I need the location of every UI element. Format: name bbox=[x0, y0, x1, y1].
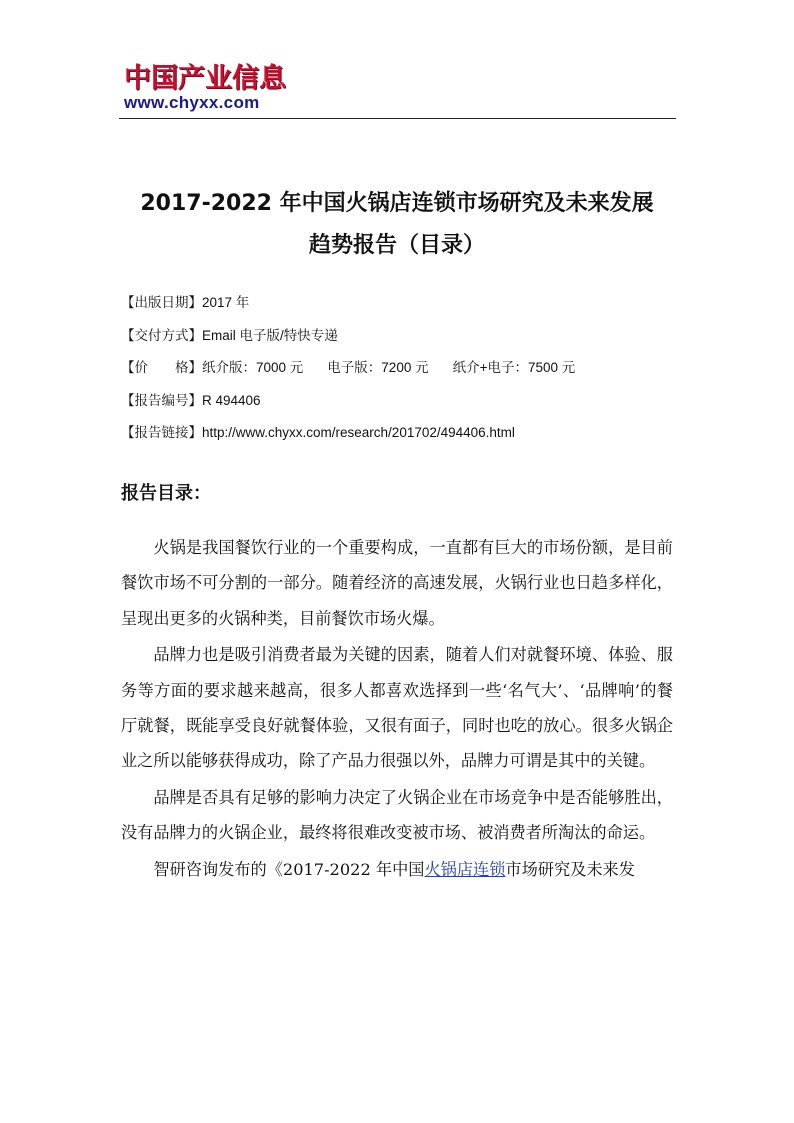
body-paragraph-2: 品牌力也是吸引消费者最为关键的因素，随着人们对就餐环境、体验、服务等方面的要求越来越高，很多人都喜欢选择到一些‘名气大’、‘品牌响’的餐厅就餐，既能享受良好就餐体验，又很有面子，同时也吃的放心。很多火锅企业之所以能够获得成功，除了产品力很强以外，品牌力可谓是其中的关键。 bbox=[121, 645, 673, 771]
meta-report-link-url[interactable]: http://www.chyxx.com/research/201702/494406.html bbox=[202, 425, 515, 440]
body-paragraph-1: 火锅是我国餐饮行业的一个重要构成，一直都有巨大的市场份额，是目前餐饮市场不可分割的一部分。随着经济的高速发展，火锅行业也日趋多样化，呈现出更多的火锅种类，目前餐饮市场火爆。 bbox=[121, 538, 673, 628]
meta-price bbox=[121, 352, 681, 385]
meta-price-electronic: 电子版：7200 元 bbox=[327, 360, 429, 375]
report-metadata bbox=[121, 287, 681, 450]
body-paragraph-4-suffix: 市场研究及未来发 bbox=[505, 859, 635, 879]
meta-publish-date-label: 【出版日期】 bbox=[121, 295, 202, 311]
document-title-line1: 2017-2022 年中国火锅店连锁市场研究及未来发展 bbox=[140, 191, 654, 216]
hotpot-chain-link[interactable]: 火锅店连锁 bbox=[424, 859, 506, 879]
meta-report-no-value: R 494406 bbox=[202, 392, 261, 408]
body-paragraph-4-prefix: 智研咨询发布的《2017-2022 年中国 bbox=[153, 859, 425, 879]
logo-url: www.chyxx.com bbox=[124, 93, 260, 112]
toc-heading: 报告目录： bbox=[121, 483, 211, 504]
meta-report-no bbox=[121, 385, 681, 418]
meta-publish-date-value: 2017 年 bbox=[202, 295, 250, 310]
document-title bbox=[110, 183, 684, 267]
meta-price-label: 【价 格】 bbox=[121, 360, 202, 376]
meta-publish-date bbox=[121, 287, 681, 320]
logo-title: 中国产业信息 bbox=[124, 63, 286, 94]
site-logo[interactable] bbox=[124, 64, 286, 113]
header-divider bbox=[119, 118, 676, 119]
meta-price-both: 纸介+电子：7500 元 bbox=[452, 360, 576, 375]
body-paragraph-3: 品牌是否具有足够的影响力决定了火锅企业在市场竞争中是否能够胜出，没有品牌力的火锅企业，最终将很难改变被市场、被消费者所淘汰的命运。 bbox=[121, 787, 673, 843]
meta-report-link bbox=[121, 417, 681, 450]
meta-delivery bbox=[121, 320, 681, 353]
meta-report-link-label: 【报告链接】 bbox=[121, 425, 202, 441]
report-body bbox=[121, 530, 673, 887]
document-title-line2: 趋势报告（目录） bbox=[308, 233, 485, 258]
meta-report-no-label: 【报告编号】 bbox=[121, 392, 202, 409]
body-paragraph-4 bbox=[121, 852, 673, 887]
meta-delivery-value: Email 电子版/特快专递 bbox=[202, 327, 338, 343]
meta-price-paper: 纸介版：7000 元 bbox=[202, 360, 304, 375]
meta-delivery-label: 【交付方式】 bbox=[121, 327, 202, 344]
